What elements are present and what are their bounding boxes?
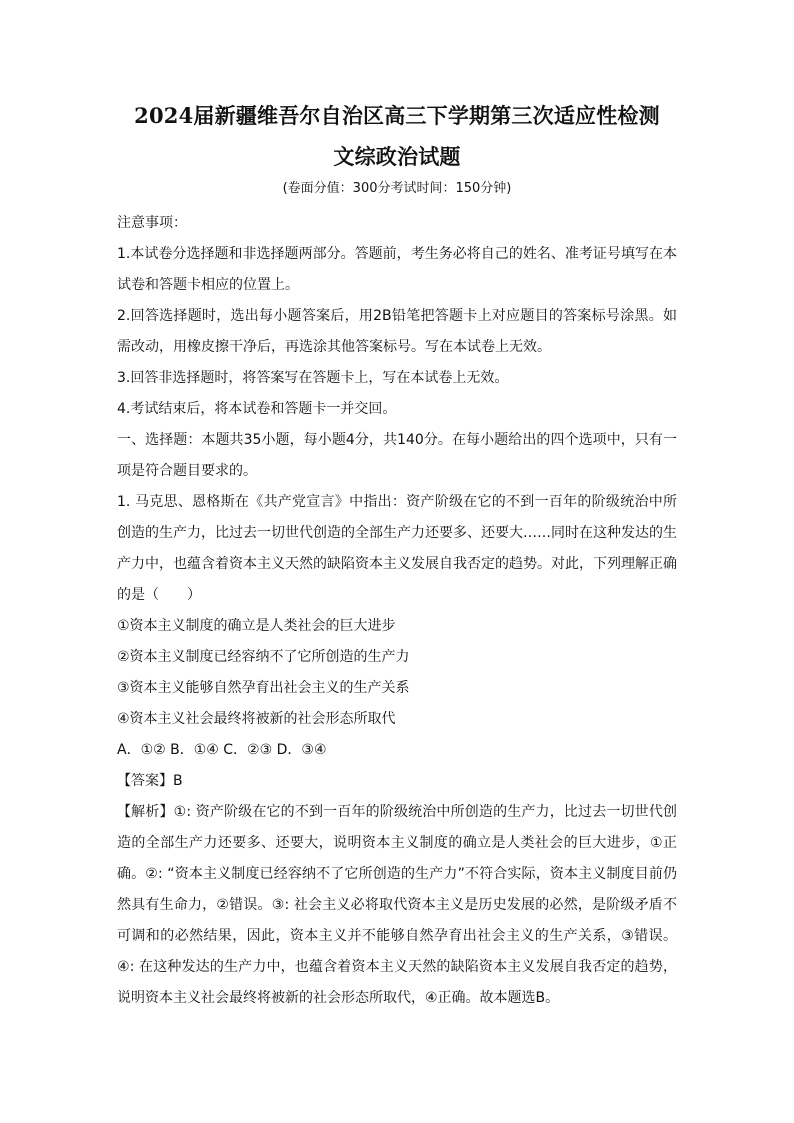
question-statement-4: ④资本主义社会最终将被新的社会形态所取代 [117, 711, 396, 727]
analysis-label: 【解析】 [117, 804, 174, 820]
answer-options: A．①② B．①④ C．②③ D．③④ [117, 742, 327, 758]
question-statement-2: ②资本主义制度已经容纳不了它所创造的生产力 [117, 649, 410, 665]
answer-value: B [173, 773, 183, 789]
document-title-line1: 2024届新疆维吾尔自治区高三下学期第三次适应性检测 [134, 103, 660, 128]
answer-label: 【答案】 [117, 773, 173, 789]
notice-heading: 注意事项： [117, 215, 187, 231]
question-stem: 1. 马克思、恩格斯在《共产党宣言》中指出：资产阶级在它的不到一百年的阶级统治中所创造的生产力，比过去一切世代创造的全部生产力还要多、还要大……同时在这种发达的生产力中，也蕴含着资本主义天然的缺陷资本主义发展自我否定的趋势。对此，下列理解正确的是（ ） [117, 494, 677, 603]
question-statement-3: ③资本主义能够自然孕育出社会主义的生产关系 [117, 680, 410, 696]
exam-duration-subtitle: (卷面分值：300分考试时间：150分钟) [282, 181, 512, 196]
notice-item-3: 3.回答非选择题时，将答案写在答题卡上，写在本试卷上无效。 [117, 370, 509, 386]
analysis-text: ①: 资产阶级在它的不到一百年的阶级统治中所创造的生产力，比过去一切世代创造的全部生产力还要多、还要大，说明资本主义制度的确立是人类社会的巨大进步，①正确。②: “资本主义制度已经容纳不了它所创造的生产力”不符合实际，资本主义制度目前仍然具有生命力，②错误。③: 社会主义必将取代资本主义是历史发展的必然，是阶级矛盾不可调和的必然结果，因此，资本主义并不能够自然孕育出社会主义的生产关系，③错误。④: 在这种发达的生产力中，也蕴含着资本主义天然的缺陷资本主义发展自我否定的趋势，说明资本主义社会最终将被新的社会形态所取代，④正确。故本题选B。 [117, 804, 678, 1006]
notice-item-4: 4.考试结束后，将本试卷和答题卡一并交回。 [117, 401, 397, 417]
analysis-paragraph [117, 797, 677, 1014]
section-intro: 一、选择题：本题共35小题，每小题4分，共140分。在每小题给出的四个选项中，只有一项是符合题目要求的。 [117, 432, 677, 479]
question-statement-1: ①资本主义制度的确立是人类社会的巨大进步 [117, 618, 396, 634]
answer-line [117, 766, 677, 797]
document-content [117, 100, 677, 1014]
notice-item-1: 1.本试卷分选择题和非选择题两部分。答题前，考生务必将自己的姓名、准考证号填写在本试卷和答题卡相应的位置上。 [117, 246, 677, 293]
notice-item-2: 2.回答选择题时，选出每小题答案后，用2B铅笔把答题卡上对应题目的答案标号涂黑。如需改动，用橡皮擦干净后，再选涂其他答案标号。写在本试卷上无效。 [117, 308, 677, 355]
document-title-line2: 文综政治试题 [333, 144, 461, 169]
